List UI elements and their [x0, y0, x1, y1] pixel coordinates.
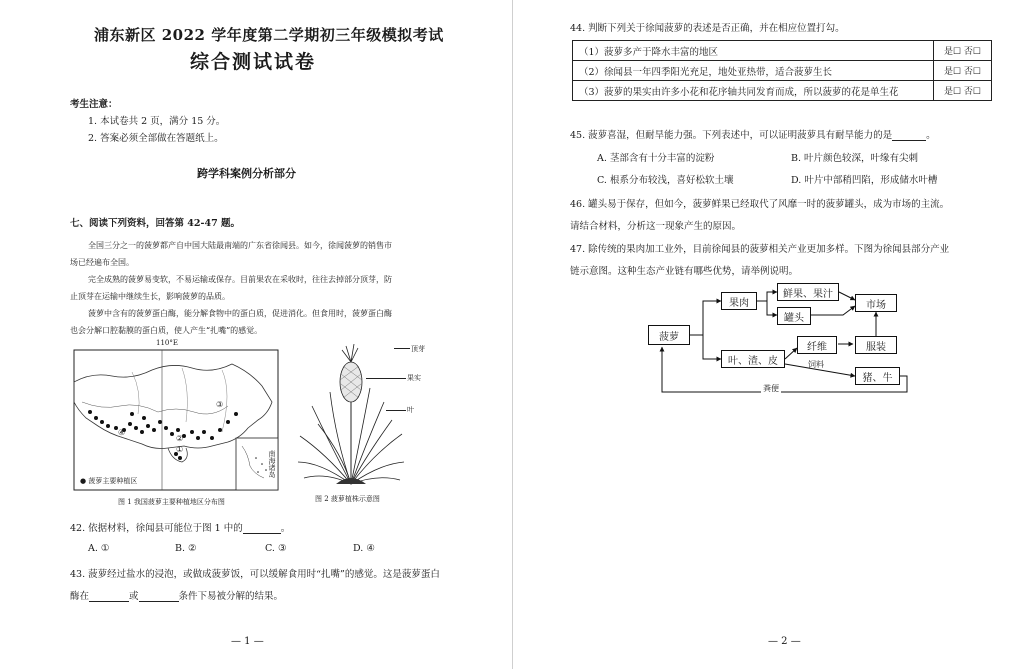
q42-option-b: B. ② — [175, 543, 197, 554]
q44-table — [572, 40, 992, 101]
q45-stem-text: 45. 菠萝喜湿，但耐旱能力强。下列表述中，可以证明菠萝具有耐旱能力的是 — [570, 130, 893, 141]
map-region-label: ④ — [118, 428, 126, 437]
figure-1-caption: 图 1 我国菠萝主要种植地区分布图 — [118, 498, 225, 506]
figure-2-caption: 图 2 菠萝植株示意图 — [315, 495, 380, 503]
reading-line: 全国三分之一的菠萝都产自中国大陆最南端的广东省徐闻县。如今，徐闻菠萝的销售市 — [88, 241, 392, 250]
longitude-label: 110°E — [156, 339, 178, 347]
edge-label-manure: 粪便 — [763, 384, 779, 393]
figure-2-plant — [296, 344, 406, 494]
section-heading: 跨学科案例分析部分 — [197, 167, 296, 180]
q43-text-start: 酶在 — [70, 591, 90, 602]
q45-option-b: B. 叶片颜色较深，叶缘有尖刺 — [791, 153, 919, 164]
q42-stem-text: 42. 依据材料，徐闻县可能位于图 1 中的 — [70, 523, 243, 534]
node-fresh-juice: 鲜果、果汁 — [777, 283, 839, 301]
plant-label-leaf: 叶 — [407, 406, 414, 414]
q46-line1: 46. 罐头易于保存，但如今，菠萝鲜果已经取代了风靡一时的菠萝罐头，成为市场的主流。 — [570, 199, 950, 210]
reading-line: 止顶芽在运输中继续生长，影响菠萝的品质。 — [70, 292, 230, 301]
q43-line1: 43. 菠萝经过盐水的浸泡，或做成菠萝饭，可以缓解食用时“扎嘴”的感觉。这是菠萝蛋白 — [70, 569, 440, 580]
q45-option-a: A. 茎部含有十分丰富的淀粉 — [597, 153, 715, 164]
q43-blank-1[interactable] — [89, 601, 129, 602]
page-number: — 2 — — [768, 636, 801, 647]
china-map-svg — [72, 342, 282, 492]
reading-line: 场已经遍布全国。 — [70, 258, 134, 267]
reading-line: 菠萝中含有的菠萝蛋白酶，能分解食物中的蛋白质，促进消化。但食用时，菠萝蛋白酶 — [88, 309, 392, 318]
exam-title: 浦东新区 2022 学年度第二学期初三年级模拟考试 — [94, 26, 444, 44]
q43-text-mid: 或 — [129, 591, 139, 602]
q47-line2: 链示意图。这种生态产业链有哪些优势，请举例说明。 — [570, 266, 799, 277]
q44-choice[interactable]: 是☐ 否☐ — [934, 81, 992, 101]
reading-line: 完全成熟的菠萝易变软，不易运输或保存。目前果农在采收时，往往去掉部分顶芽，防 — [88, 275, 392, 284]
page-2 — [512, 0, 1024, 669]
part-heading: 七、阅读下列资料，回答第 42-47 题。 — [70, 218, 240, 229]
q42-stem — [70, 520, 290, 534]
q44-statement: （3）菠萝的果实由许多小花和花序轴共同发育而成，所以菠萝的花是单生花 — [573, 81, 934, 101]
leader-line — [386, 410, 406, 411]
reading-line: 也会分解口腔黏膜的蛋白质，使人产生“扎嘴”的感觉。 — [70, 326, 263, 335]
q44-statement: （1）菠萝多产于降水丰富的地区 — [573, 41, 934, 61]
q42-option-a: A. ① — [88, 543, 110, 554]
q43-line2 — [70, 588, 283, 602]
table-row — [573, 81, 992, 101]
q45-option-c: C. 根系分布较浅，喜好松软土壤 — [597, 175, 734, 186]
q44-statement: （2）徐闻县一年四季阳光充足，地处亚热带，适合菠萝生长 — [573, 61, 934, 81]
q43-blank-2[interactable] — [139, 601, 179, 602]
q44-choice[interactable]: 是☐ 否☐ — [934, 61, 992, 81]
map-region-label: ② — [176, 434, 184, 443]
exam-subtitle: 综合测试试卷 — [190, 51, 317, 73]
node-fiber: 纤维 — [797, 336, 837, 354]
node-pineapple: 菠萝 — [648, 325, 690, 345]
q43-text-end: 条件下易被分解的结果。 — [178, 591, 284, 602]
q45-stem — [570, 127, 936, 141]
inset-label: 南海诸岛 — [268, 450, 276, 478]
node-pig-cattle: 猪、牛 — [855, 367, 900, 385]
industry-chain-diagram — [643, 280, 913, 402]
q45-answer-blank[interactable] — [892, 140, 926, 141]
node-market: 市场 — [855, 294, 897, 312]
q44-choice[interactable]: 是☐ 否☐ — [934, 41, 992, 61]
q42-option-c: C. ③ — [265, 543, 287, 554]
notice-item: 1. 本试卷共 2 页，满分 15 分。 — [88, 116, 226, 127]
node-leaf-residue-peel: 叶、渣、皮 — [721, 350, 785, 368]
map-region-label: ③ — [216, 400, 224, 409]
q44-stem: 44. 判断下列关于徐闻菠萝的表述是否正确，并在相应位置打勾。 — [570, 23, 845, 34]
plant-label-bud: 顶芽 — [411, 345, 425, 353]
page-number: — 1 — — [231, 636, 264, 647]
table-row — [573, 41, 992, 61]
q42-answer-blank[interactable] — [243, 533, 281, 534]
q45-stem-end: 。 — [926, 130, 936, 141]
notice-heading: 考生注意： — [70, 99, 118, 110]
map-region-label: ① — [176, 445, 184, 454]
node-clothing: 服装 — [855, 336, 897, 354]
table-row — [573, 61, 992, 81]
plant-label-fruit: 果实 — [407, 374, 421, 382]
leader-line — [366, 378, 406, 379]
pineapple-plant-svg — [296, 344, 406, 494]
q45-option-d: D. 叶片中部稍凹陷，形成储水叶槽 — [791, 175, 938, 186]
notice-item: 2. 答案必须全部做在答题纸上。 — [88, 133, 224, 144]
q46-line2: 请结合材料，分析这一现象产生的原因。 — [570, 221, 742, 232]
q42-option-d: D. ④ — [353, 543, 375, 554]
q47-line1: 47. 除传统的果肉加工业外，目前徐闻县的菠萝相关产业更加多样。下图为徐闻县部分产业 — [570, 244, 950, 255]
figure-1-map — [72, 339, 282, 492]
node-pulp: 果肉 — [721, 292, 757, 310]
leader-line — [394, 348, 410, 349]
edge-label-feed: 饲料 — [808, 360, 824, 369]
node-can: 罐头 — [777, 307, 811, 325]
q42-stem-end: 。 — [280, 523, 291, 534]
map-legend: ● 菠萝主要种植区 — [80, 477, 138, 485]
